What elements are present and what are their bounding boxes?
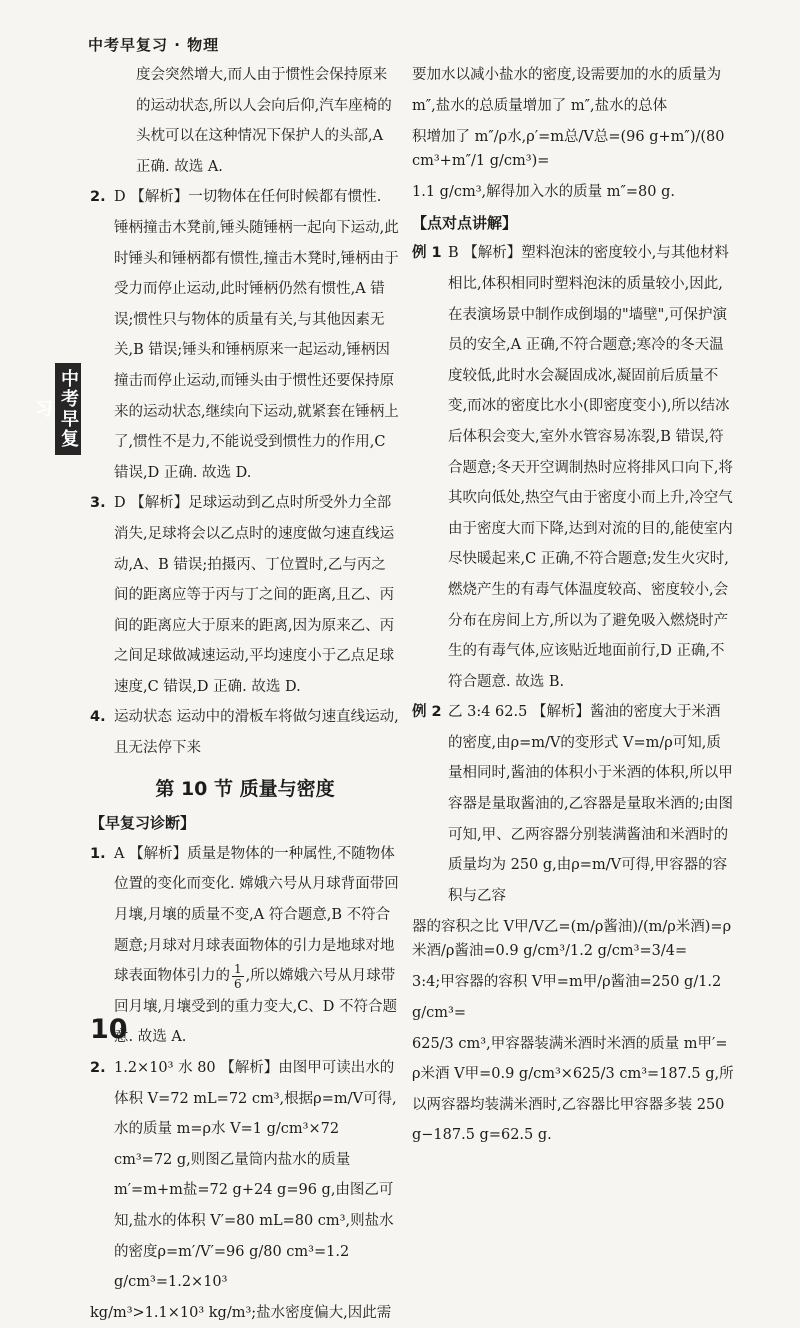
diagnosis-2-text-b: kg/m³>1.1×10³ kg/m³;盐水密度偏大,因此需 [90, 1304, 392, 1321]
example-2-text-e: ρ米酒 V甲=0.9 g/cm³×625/3 cm³=187.5 g,所以两容器均装满米酒时,乙容器比甲容器多装 250 g−187.5 g=62.5 g. [412, 1066, 734, 1144]
example-1-label: 例 1 [412, 245, 442, 262]
diagnosis-2-number: 2. [90, 1060, 106, 1076]
question-2 [90, 182, 400, 488]
example-2-text-b: 器的容积之比 V甲/V乙=(m/ρ酱油)/(m/ρ米酒)=ρ米酒/ρ酱油=0.9 g/cm³/1.2 g/cm³=3/4= [412, 919, 732, 960]
diagnosis-1-text-b: ,所以嫦娥六号从月球带回月壤,月壤受到的重力变大,C、D 不符合题意. 故选 A. [114, 968, 398, 1046]
diagnosis-2-text-a: 1.2×10³ 水 80 【解析】由图甲可读出水的体积 V=72 mL=72 cm³,根据ρ=m/V可得,水的质量 m=ρ水 V=1 g/cm³×72 cm³=72 g,则图乙量筒内盐水的质量 m′=m+m盐=72 g+24 g=96 g,由图乙可知,盐水的体积 V′=80 mL=80 cm³,则盐水的密度ρ=m′/V′=96 g/80 cm³=1.2 g/cm³=1.2×10³ [114, 1060, 397, 1291]
question-3-number: 3. [90, 495, 106, 512]
question-4 [90, 702, 400, 763]
example-1 [412, 238, 734, 697]
page-header: 中考早复习 · 物理 [88, 36, 220, 54]
example-2-text-d: 625/3 cm³,甲容器装满米酒时米酒的质量 m甲′= [412, 1035, 728, 1052]
example-2-text-c: 3:4;甲容器的容积 V甲=m甲/ρ酱油=250 g/1.2 g/cm³= [412, 974, 722, 1022]
fraction-denominator: 6 [234, 976, 242, 991]
left-column [90, 60, 400, 1328]
right-column [412, 60, 734, 1151]
page-number: 10 [90, 1014, 128, 1045]
example-2 [412, 697, 734, 1151]
right-para-b: 积增加了 m″/ρ水,ρ′=m总/V总=(96 g+m″)/(80 cm³+m″/1 g/cm³)= [412, 129, 725, 170]
question-2-number: 2. [90, 189, 106, 206]
section-title: 第 10 节 质量与密度 [155, 777, 335, 800]
example-2-label: 例 2 [412, 704, 442, 721]
fraction-numerator: 1 [234, 961, 242, 976]
left-para-continuation: 度会突然增大,而人由于惯性会保持原来的运动状态,所以人会向后仰,汽车座椅的头枕可以在这种情况下保护人的头部,A 正确. 故选 A. [136, 67, 392, 175]
right-para-c: 1.1 g/cm³,解得加入水的质量 m″=80 g. [412, 184, 676, 201]
side-tab: 中考早复习 [55, 363, 81, 455]
diagnosis-2 [90, 1053, 400, 1328]
diagnosis-1 [90, 839, 400, 1053]
question-4-text: 运动状态 运动中的滑板车将做匀速直线运动,且无法停下来 [114, 709, 399, 757]
example-2-text-a: 乙 3:4 62.5 【解析】酱油的密度大于米酒的密度,由ρ=m/V的变形式 V=m/ρ可知,质量相同时,酱油的体积小于米酒的体积,所以甲容器是量取酱油的,乙容器是量取米酒的;由图可知,甲、乙两容器分别装满酱油和米酒时的质量均为 250 g,由ρ=m/V可得,甲容器的容积与乙容 [448, 704, 733, 904]
point-title: 【点对点讲解】 [412, 213, 518, 232]
question-3-text: D 【解析】足球运动到乙点时所受外力全部消失,足球将会以乙点时的速度做匀速直线运动,A、B 错误;拍摄丙、丁位置时,乙与丙之间的距离应等于丙与丁之间的距离,且乙、丙间的距离应大于原来的距离,因为原来乙、丙之间足球做减速运动,平均速度小于乙点足球速度,C 错误,D 正确. 故选 D. [114, 495, 395, 695]
diagnosis-1-text-a: A 【解析】质量是物体的一种属性,不随物体位置的变化而变化. 嫦娥六号从月球背面带回月壤,月壤的质量不变,A 符合题意,B 不符合题意;月球对月球表面物体的引力是地球对地球表面物体引力的 [114, 845, 399, 985]
question-4-number: 4. [90, 709, 106, 726]
question-2-text: D 【解析】一切物体在任何时候都有惯性. 锤柄撞击木凳前,锤头随锤柄一起向下运动,此时锤头和锤柄都有惯性,撞击木凳时,锤柄由于受力而停止运动,此时锤柄仍然有惯性,A 错误;惯性只与物体的质量有关,与其他因素无关,B 错误;锤头和锤柄原来一起运动,锤柄因撞击而停止运动,而锤头由于惯性还要保持原来的运动状态,继续向下运动,就紧套在锤柄上了,惯性不是力,不能说受到惯性力的作用,C 错误,D 正确. 故选 D. [114, 189, 399, 481]
right-para-a: 要加水以减小盐水的密度,设需要加的水的质量为 m″,盐水的总质量增加了 m″,盐水的总体 [412, 67, 722, 114]
diagnosis-1-number: 1. [90, 845, 106, 862]
question-3 [90, 488, 400, 702]
diagnosis-1-text [90, 839, 400, 1053]
example-1-text: B 【解析】塑料泡沫的密度较小,与其他材料相比,体积相同时塑料泡沫的质量较小,因此,在表演场景中制作成倒塌的"墙壁",可保护演员的安全,A 正确,不符合题意;寒冷的冬天温度较低,此时水会凝固成冰,凝固前后质量不变,而冰的密度比水小(即密度变小),所以结冰后体积会变大,室外水管容易冻裂,B 错误,符合题意;冬天开空调制热时应将排风口向下,将其吹向低处,热空气由于密度小而上升,冷空气由于密度大而下降,达到对流的目的,能使室内尽快暖起来,C 正确,不符合题意;发生火灾时,燃烧产生的有毒气体温度较高、密度较小,会分布在房间上方,所以为了避免吸入燃烧时产生的有毒气体,应该贴近地面前行,D 正确,不符合题意. 故选 B. [448, 245, 733, 690]
diagnosis-title: 【早复习诊断】 [90, 814, 196, 833]
